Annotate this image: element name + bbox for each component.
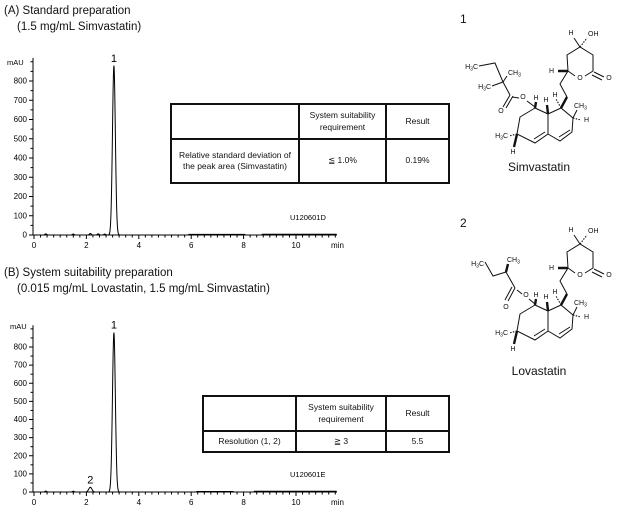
atom-label: $H_3C$ bbox=[465, 64, 478, 73]
simvastatin-bonds bbox=[479, 38, 604, 143]
lovastatin-wedge-bonds bbox=[506, 264, 568, 344]
svg-text:2: 2 bbox=[87, 474, 94, 487]
svg-text:1: 1 bbox=[110, 319, 117, 332]
atom-label: H bbox=[584, 314, 590, 321]
lovastatin-structure bbox=[458, 217, 620, 357]
header-cell-requirement: System suitability requirement bbox=[299, 104, 386, 139]
atom-label: H bbox=[552, 289, 558, 296]
atom-label: H bbox=[568, 227, 574, 234]
svg-text:6: 6 bbox=[188, 241, 194, 250]
atom-label: $H_3C$ bbox=[471, 261, 484, 270]
structure-2-caption: Lovastatin bbox=[511, 364, 567, 378]
header-cell-result: Result bbox=[386, 396, 449, 431]
atom-label: H bbox=[543, 294, 549, 301]
svg-text:200: 200 bbox=[13, 451, 27, 461]
atom-label: O bbox=[577, 272, 583, 279]
svg-text:2: 2 bbox=[84, 498, 89, 507]
simvastatin-atom-labels bbox=[465, 30, 612, 156]
svg-text:min: min bbox=[331, 241, 344, 250]
atom-label: H bbox=[568, 30, 574, 37]
result-cell: 0.19% bbox=[386, 139, 449, 183]
svg-text:200: 200 bbox=[13, 192, 27, 202]
structure-2-number: 2 bbox=[460, 216, 467, 230]
panel-a-suitability-table bbox=[170, 103, 450, 184]
atom-label: $CH_3$ bbox=[574, 103, 587, 112]
atom-label: $CH_3$ bbox=[508, 70, 521, 79]
svg-text:0: 0 bbox=[22, 230, 27, 240]
header-cell-result: Result bbox=[386, 104, 449, 139]
simvastatin-structure bbox=[458, 20, 620, 160]
svg-text:mAU: mAU bbox=[10, 322, 27, 331]
lovastatin-bonds bbox=[485, 235, 604, 340]
svg-text:min: min bbox=[331, 498, 344, 507]
svg-text:700: 700 bbox=[13, 95, 27, 105]
svg-text:0: 0 bbox=[31, 498, 37, 507]
svg-text:800: 800 bbox=[13, 342, 27, 352]
svg-text:300: 300 bbox=[13, 433, 27, 443]
svg-text:500: 500 bbox=[13, 134, 27, 144]
svg-text:6: 6 bbox=[188, 498, 194, 507]
svg-text:mAU: mAU bbox=[7, 58, 24, 67]
svg-text:2: 2 bbox=[84, 241, 89, 250]
panel-b-title: (B) System suitability preparation bbox=[4, 267, 173, 279]
svg-text:300: 300 bbox=[13, 172, 27, 182]
svg-text:U120601D: U120601D bbox=[290, 213, 326, 222]
svg-text:10: 10 bbox=[291, 498, 301, 507]
header-cell-blank bbox=[203, 396, 296, 431]
svg-text:U120601E: U120601E bbox=[290, 470, 326, 479]
atom-label: O bbox=[503, 304, 509, 311]
atom-label: H bbox=[543, 97, 549, 104]
atom-label: $H_3C$ bbox=[478, 84, 491, 93]
table-header-row bbox=[171, 104, 449, 139]
atom-label: H bbox=[552, 92, 558, 99]
atom-label: $CH_3$ bbox=[574, 300, 587, 309]
svg-text:10: 10 bbox=[291, 241, 301, 250]
svg-text:500: 500 bbox=[13, 396, 27, 406]
lovastatin-atom-labels bbox=[471, 227, 612, 353]
header-cell-blank bbox=[171, 104, 299, 139]
table-header-row bbox=[203, 396, 449, 431]
table-row bbox=[171, 139, 449, 183]
row-label-cell: Resolution (1, 2) bbox=[203, 431, 296, 452]
panel-a-title: (A) Standard preparation bbox=[4, 5, 131, 17]
svg-text:8: 8 bbox=[241, 498, 246, 507]
requirement-cell: ≧ 3 bbox=[296, 431, 386, 452]
atom-label: H bbox=[584, 117, 590, 124]
atom-label: O bbox=[498, 108, 504, 115]
atom-label: O bbox=[520, 94, 526, 101]
svg-text:4: 4 bbox=[136, 498, 142, 507]
atom-label: H bbox=[548, 265, 554, 272]
svg-text:8: 8 bbox=[241, 241, 246, 250]
atom-label: O bbox=[523, 292, 529, 299]
atom-label: H bbox=[548, 68, 554, 75]
svg-text:600: 600 bbox=[13, 115, 27, 125]
atom-label: O bbox=[606, 75, 612, 82]
svg-text:100: 100 bbox=[13, 469, 27, 479]
table-row bbox=[203, 431, 449, 452]
panel-a-subtitle: (1.5 mg/mL Simvastatin) bbox=[17, 21, 142, 33]
atom-label: H bbox=[510, 346, 516, 353]
atom-label: $CH_3$ bbox=[507, 257, 520, 266]
atom-label: OH bbox=[588, 228, 599, 235]
requirement-cell: ≦ 1.0% bbox=[299, 139, 386, 183]
svg-text:700: 700 bbox=[13, 360, 27, 370]
atom-label: H bbox=[533, 292, 539, 299]
svg-text:4: 4 bbox=[136, 241, 142, 250]
panel-b-subtitle: (0.015 mg/mL Lovastatin, 1.5 mg/mL Simvastatin) bbox=[17, 283, 270, 295]
svg-text:600: 600 bbox=[13, 378, 27, 388]
row-label-cell: Relative standard deviation of the peak area (Simvastatin) bbox=[171, 139, 299, 183]
atom-label: H bbox=[533, 95, 539, 102]
structure-1-caption: Simvastatin bbox=[507, 160, 571, 174]
svg-text:0: 0 bbox=[22, 487, 27, 497]
atom-label: O bbox=[606, 272, 612, 279]
svg-text:400: 400 bbox=[13, 153, 27, 163]
structure-1-number: 1 bbox=[460, 12, 467, 26]
svg-text:1: 1 bbox=[110, 53, 117, 65]
svg-text:800: 800 bbox=[13, 76, 27, 86]
atom-label: H bbox=[510, 149, 516, 156]
atom-label: $H_3C$ bbox=[495, 330, 508, 339]
header-cell-requirement: System suitability requirement bbox=[296, 396, 386, 431]
atom-label: OH bbox=[588, 31, 599, 38]
atom-label: $H_3C$ bbox=[495, 133, 508, 142]
svg-text:0: 0 bbox=[31, 241, 37, 250]
svg-text:100: 100 bbox=[13, 211, 27, 221]
result-cell: 5.5 bbox=[386, 431, 449, 452]
svg-text:400: 400 bbox=[13, 415, 27, 425]
panel-b-suitability-table bbox=[202, 395, 450, 453]
atom-label: O bbox=[577, 75, 583, 82]
